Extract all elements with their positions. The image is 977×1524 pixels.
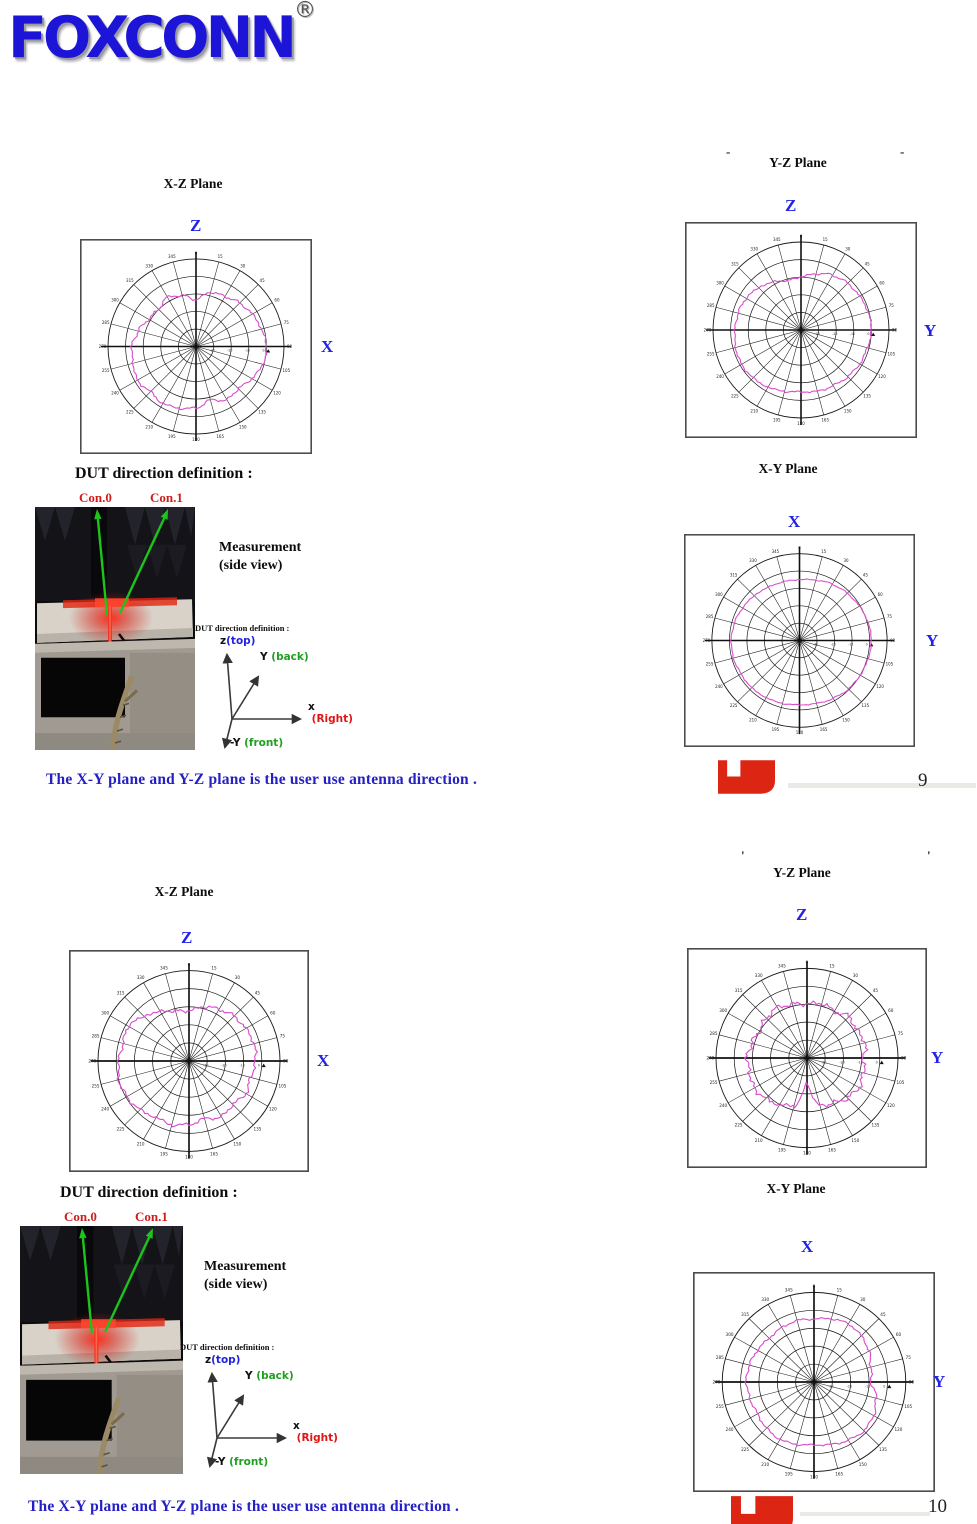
svg-text:0: 0: [875, 1060, 878, 1065]
svg-text:0: 0: [867, 332, 870, 337]
svg-text:0: 0: [883, 1384, 886, 1389]
svg-text:315: 315: [729, 572, 738, 578]
axis-z-label: z(top): [220, 635, 256, 647]
axis-neg-y-label: -Y (front): [215, 1456, 269, 1468]
connector0-label: Con.0: [79, 490, 112, 505]
axis-neg-y-label: -Y (front): [230, 737, 284, 749]
axis-orientation-diagram: [198, 635, 358, 755]
svg-text:-20: -20: [832, 332, 838, 337]
svg-text:315: 315: [126, 278, 134, 284]
svg-text:-30: -30: [209, 348, 215, 353]
svg-text:15: 15: [829, 963, 835, 969]
svg-text:-10: -10: [244, 348, 251, 353]
foxconn-logo: [8, 0, 316, 80]
svg-text:-30: -30: [813, 642, 819, 647]
svg-text:30: 30: [852, 972, 858, 978]
svg-text:300: 300: [111, 297, 119, 303]
svg-text:330: 330: [750, 246, 759, 252]
svg-text:270: 270: [88, 1058, 97, 1064]
axis-label-x: X: [801, 1237, 814, 1256]
svg-text:165: 165: [210, 1151, 218, 1157]
svg-text:270: 270: [702, 637, 711, 643]
scan-smudge: [788, 783, 976, 788]
plot-title-xy-p9: X-Y Plane: [758, 461, 818, 476]
svg-text:270: 270: [98, 343, 107, 349]
svg-text:345: 345: [771, 548, 780, 554]
svg-text:75: 75: [886, 614, 892, 620]
svg-text:150: 150: [843, 408, 852, 414]
polar-plot-xz-p9: [80, 239, 312, 454]
svg-text:240: 240: [111, 390, 119, 396]
dut-direction-section-p10: [20, 1184, 380, 1476]
svg-text:285: 285: [706, 303, 715, 309]
svg-text:75: 75: [905, 1354, 911, 1360]
axis-label-z: Z: [190, 216, 202, 235]
svg-text:300: 300: [101, 1010, 110, 1016]
svg-text:180: 180: [803, 1150, 811, 1156]
svg-text:0: 0: [187, 962, 191, 968]
svg-text:240: 240: [725, 1427, 734, 1433]
axis-label-y: Y: [933, 1372, 946, 1391]
svg-text:150: 150: [233, 1141, 242, 1147]
svg-text:225: 225: [741, 1446, 750, 1452]
polar-plot-yz-p9: [685, 222, 917, 438]
svg-text:120: 120: [886, 1103, 895, 1109]
svg-text:315: 315: [741, 1312, 750, 1318]
svg-text:30: 30: [234, 975, 240, 981]
plot-title-yz-p9: Y-Z Plane: [769, 155, 827, 170]
svg-text:195: 195: [778, 1147, 786, 1153]
svg-text:-20: -20: [830, 642, 836, 647]
plot-title-yz-p10: Y-Z Plane: [773, 865, 831, 880]
svg-text:150: 150: [851, 1137, 860, 1143]
svg-text:300: 300: [725, 1331, 734, 1337]
measurement-caption: Measurement (side view): [204, 1259, 287, 1292]
svg-text:0: 0: [798, 545, 801, 551]
svg-text:15: 15: [836, 1287, 842, 1293]
svg-text:180: 180: [185, 1154, 193, 1160]
svg-text:300: 300: [716, 280, 724, 286]
scan-artifact-dash: -: [900, 144, 905, 159]
footnote-antenna-direction: The X-Y plane and Y-Z plane is the user use antenna direction .: [46, 771, 478, 788]
axis-label-x: X: [317, 1051, 330, 1070]
svg-text:165: 165: [835, 1471, 844, 1477]
svg-text:135: 135: [861, 703, 870, 709]
svg-text:180: 180: [192, 436, 200, 442]
registered-trademark-icon: ®: [294, 0, 316, 23]
scan-artifact-dash: -: [726, 144, 731, 159]
svg-text:255: 255: [706, 351, 715, 357]
svg-text:195: 195: [160, 1151, 168, 1157]
svg-text:135: 135: [253, 1126, 262, 1132]
svg-text:315: 315: [731, 261, 739, 267]
svg-text:330: 330: [749, 558, 757, 564]
svg-text:45: 45: [872, 988, 879, 994]
svg-text:-30: -30: [821, 1060, 827, 1065]
svg-text:255: 255: [91, 1083, 100, 1089]
svg-text:-20: -20: [221, 1063, 227, 1068]
svg-text:60: 60: [274, 297, 280, 303]
svg-text:-10: -10: [864, 1384, 871, 1389]
axis-label-x: X: [321, 337, 334, 356]
axis-label-z: Z: [796, 905, 808, 924]
dut-direction-section-p9: [35, 465, 395, 757]
svg-text:255: 255: [705, 661, 714, 667]
red-stamp-icon: [718, 760, 775, 795]
svg-text:0: 0: [194, 250, 198, 256]
svg-text:-10: -10: [848, 642, 854, 647]
svg-text:0: 0: [262, 348, 265, 353]
svg-text:285: 285: [715, 1354, 724, 1360]
scan-artifact-tick: ': [927, 848, 931, 863]
svg-text:-10: -10: [849, 332, 856, 337]
plot-title-xz-p9: X-Z Plane: [163, 176, 223, 191]
svg-text:345: 345: [167, 254, 176, 259]
svg-text:165: 165: [819, 726, 828, 732]
axis-z-label: z(top): [205, 1354, 241, 1366]
dut-heading: DUT direction definition :: [75, 465, 253, 482]
svg-text:135: 135: [878, 1446, 887, 1452]
svg-text:0: 0: [805, 960, 809, 966]
red-stamp-icon: [731, 1495, 793, 1524]
svg-text:60: 60: [888, 1007, 894, 1013]
svg-text:240: 240: [715, 684, 723, 689]
svg-text:270: 270: [703, 327, 712, 333]
svg-text:105: 105: [282, 367, 291, 373]
scan-artifact-tick: ': [741, 848, 745, 863]
axis-label-z: Z: [785, 196, 797, 215]
svg-text:45: 45: [880, 1312, 886, 1318]
svg-text:180: 180: [795, 730, 804, 736]
svg-text:-20: -20: [227, 348, 233, 353]
svg-text:255: 255: [715, 1404, 724, 1410]
svg-text:120: 120: [268, 1106, 277, 1112]
svg-text:120: 120: [894, 1427, 903, 1433]
svg-text:255: 255: [101, 367, 110, 373]
svg-text:150: 150: [858, 1461, 867, 1467]
connector1-label: Con.1: [150, 490, 183, 505]
svg-text:45: 45: [862, 572, 868, 578]
svg-text:210: 210: [754, 1137, 763, 1143]
svg-text:330: 330: [761, 1297, 770, 1302]
svg-text:105: 105: [904, 1404, 913, 1410]
svg-text:165: 165: [821, 417, 830, 423]
svg-text:15: 15: [821, 548, 827, 554]
svg-text:195: 195: [167, 433, 176, 439]
svg-text:75: 75: [897, 1030, 904, 1036]
svg-text:15: 15: [822, 237, 828, 243]
svg-text:0: 0: [812, 1284, 816, 1290]
connector1-label: Con.1: [135, 1209, 168, 1224]
axis-y-label: Y (back): [245, 1370, 294, 1382]
svg-text:225: 225: [729, 703, 738, 709]
svg-text:300: 300: [719, 1007, 728, 1013]
svg-text:150: 150: [238, 424, 247, 430]
svg-text:45: 45: [254, 990, 261, 996]
polar-plot-xz-p10: [69, 950, 309, 1172]
svg-text:-20: -20: [846, 1384, 852, 1389]
connector-arrows: [20, 1217, 190, 1339]
svg-text:330: 330: [754, 972, 763, 978]
polar-plot-yz-p10: [687, 948, 927, 1168]
svg-text:60: 60: [270, 1010, 276, 1016]
axis-orientation-diagram: [183, 1354, 343, 1474]
svg-text:225: 225: [126, 409, 134, 415]
svg-text:-30: -30: [828, 1384, 834, 1389]
svg-text:105: 105: [885, 661, 894, 667]
svg-text:315: 315: [116, 990, 125, 996]
svg-text:285: 285: [91, 1033, 100, 1039]
svg-text:225: 225: [734, 1122, 743, 1128]
svg-text:0: 0: [865, 642, 868, 647]
svg-text:330: 330: [145, 263, 154, 269]
svg-text:15: 15: [217, 254, 223, 259]
axis-x-label: x (Right): [308, 701, 353, 725]
svg-text:285: 285: [101, 319, 110, 325]
svg-text:180: 180: [810, 1474, 818, 1480]
svg-text:210: 210: [145, 424, 154, 430]
svg-text:135: 135: [258, 409, 266, 415]
svg-text:0: 0: [799, 233, 803, 239]
axis-label-x: X: [788, 512, 801, 531]
svg-text:135: 135: [863, 393, 871, 399]
scan-smudge: [800, 1512, 930, 1516]
svg-text:75: 75: [279, 1033, 286, 1039]
footnote-antenna-direction: The X-Y plane and Y-Z plane is the user use antenna direction .: [28, 1498, 460, 1515]
svg-text:120: 120: [878, 374, 886, 380]
svg-text:195: 195: [771, 726, 780, 732]
svg-text:240: 240: [101, 1106, 110, 1112]
svg-text:225: 225: [116, 1126, 125, 1132]
svg-text:285: 285: [705, 614, 714, 620]
svg-text:210: 210: [749, 717, 757, 723]
connector-arrows: [35, 498, 205, 620]
axis-label-z: Z: [181, 928, 193, 947]
svg-text:-30: -30: [814, 332, 820, 337]
polar-plot-xy-p10: [693, 1272, 935, 1492]
svg-text:105: 105: [278, 1083, 287, 1089]
dut-mini-heading: DUT direction definition :: [180, 1342, 275, 1352]
svg-text:60: 60: [879, 280, 885, 286]
svg-text:195: 195: [772, 417, 781, 423]
svg-text:90: 90: [901, 1055, 907, 1061]
svg-text:90: 90: [890, 637, 896, 643]
svg-text:30: 30: [860, 1297, 866, 1302]
page-number: 10: [928, 1496, 947, 1517]
svg-text:90: 90: [908, 1379, 915, 1385]
svg-text:210: 210: [761, 1461, 770, 1467]
svg-text:-10: -10: [239, 1063, 245, 1068]
svg-text:105: 105: [887, 351, 896, 357]
page-number: 9: [918, 770, 928, 791]
svg-text:60: 60: [877, 591, 883, 597]
svg-text:195: 195: [784, 1471, 793, 1477]
svg-text:-20: -20: [839, 1060, 845, 1065]
dut-mini-heading: DUT direction definition :: [195, 623, 290, 633]
svg-text:90: 90: [891, 327, 898, 333]
svg-text:345: 345: [778, 963, 786, 969]
svg-text:30: 30: [240, 263, 246, 269]
svg-text:270: 270: [712, 1379, 721, 1385]
svg-text:135: 135: [871, 1122, 880, 1128]
svg-text:150: 150: [842, 717, 850, 723]
dut-heading: DUT direction definition :: [60, 1184, 238, 1201]
svg-text:75: 75: [283, 319, 289, 325]
svg-text:0: 0: [257, 1063, 260, 1068]
svg-text:165: 165: [828, 1147, 836, 1153]
svg-text:75: 75: [888, 303, 894, 309]
svg-text:-10: -10: [857, 1060, 863, 1065]
axis-x-label: x (Right): [293, 1420, 338, 1444]
svg-text:180: 180: [797, 420, 805, 426]
axis-label-y: Y: [924, 321, 937, 340]
svg-text:120: 120: [273, 390, 281, 396]
svg-text:120: 120: [876, 684, 884, 689]
svg-text:210: 210: [136, 1141, 145, 1147]
svg-text:-30: -30: [203, 1063, 209, 1068]
svg-text:240: 240: [716, 374, 724, 380]
svg-text:225: 225: [731, 393, 739, 399]
foxconn-logo-text: FOXCONN: [8, 5, 293, 71]
svg-text:345: 345: [772, 237, 781, 243]
svg-text:90: 90: [286, 343, 293, 349]
svg-text:300: 300: [715, 591, 723, 597]
plot-title-xy-p10: X-Y Plane: [766, 1181, 826, 1196]
svg-text:30: 30: [843, 558, 849, 564]
axis-y-label: Y (back): [260, 651, 309, 663]
svg-text:45: 45: [259, 278, 265, 284]
connector0-label: Con.0: [64, 1209, 97, 1224]
svg-text:345: 345: [160, 965, 168, 971]
svg-text:30: 30: [845, 246, 851, 252]
plot-title-xz-p10: X-Z Plane: [154, 884, 214, 899]
svg-text:345: 345: [784, 1287, 793, 1293]
svg-text:315: 315: [734, 988, 743, 994]
axis-label-y: Y: [931, 1048, 944, 1067]
svg-text:255: 255: [709, 1080, 718, 1086]
svg-text:60: 60: [895, 1331, 902, 1337]
svg-text:270: 270: [706, 1055, 715, 1061]
svg-text:45: 45: [864, 261, 870, 267]
svg-text:240: 240: [719, 1103, 728, 1109]
measurement-caption: Measurement (side view): [219, 540, 302, 573]
svg-text:90: 90: [283, 1058, 289, 1064]
svg-text:15: 15: [211, 965, 217, 971]
svg-text:105: 105: [896, 1080, 905, 1086]
polar-plot-xy-p9: [684, 534, 915, 747]
svg-text:165: 165: [216, 433, 225, 439]
svg-text:210: 210: [750, 408, 759, 414]
svg-text:285: 285: [709, 1030, 718, 1036]
axis-label-y: Y: [926, 631, 939, 650]
svg-text:330: 330: [136, 975, 145, 981]
